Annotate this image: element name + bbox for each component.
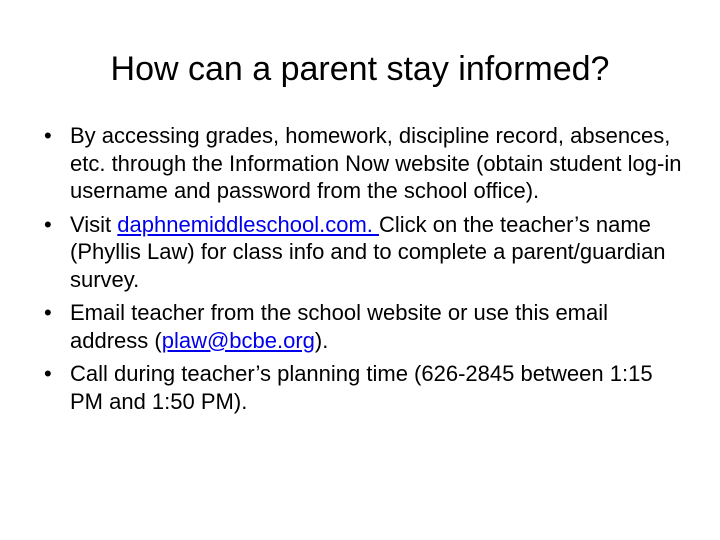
bullet-item-email-teacher — [44, 299, 684, 354]
bullet-text-after: ). — [314, 327, 329, 353]
bullet-icon: • — [44, 361, 52, 386]
slide-title: How can a parent stay informed? — [110, 50, 610, 88]
teacher-email-link[interactable]: plaw@bcbe.org — [161, 327, 315, 353]
bullet-text-after: Click on the teacher’s name (Phyllis Law) for class info and to complete a parent/guardian survey. — [70, 211, 666, 292]
school-website-link[interactable]: daphnemiddleschool.com. — [117, 211, 379, 237]
bullet-text: Call during teacher’s planning time (626-2845 between 1:15 PM and 1:50 PM). — [70, 361, 653, 414]
bullet-item-visit-website — [44, 211, 684, 294]
bullet-icon: • — [44, 300, 52, 325]
bullet-text: By accessing grades, homework, discipline record, absences, etc. through the Information Now website (obtain student log-in username and password from the school office). — [70, 123, 682, 203]
bullet-item-grades-access — [44, 122, 684, 205]
bullet-text-before: Visit — [70, 211, 118, 237]
bullet-text-before: Email teacher from the school website or use this email address ( — [70, 300, 609, 353]
bullet-icon: • — [44, 211, 52, 237]
bullet-icon: • — [44, 123, 52, 148]
bullet-list — [44, 122, 684, 421]
bullet-item-call-teacher — [44, 360, 684, 415]
